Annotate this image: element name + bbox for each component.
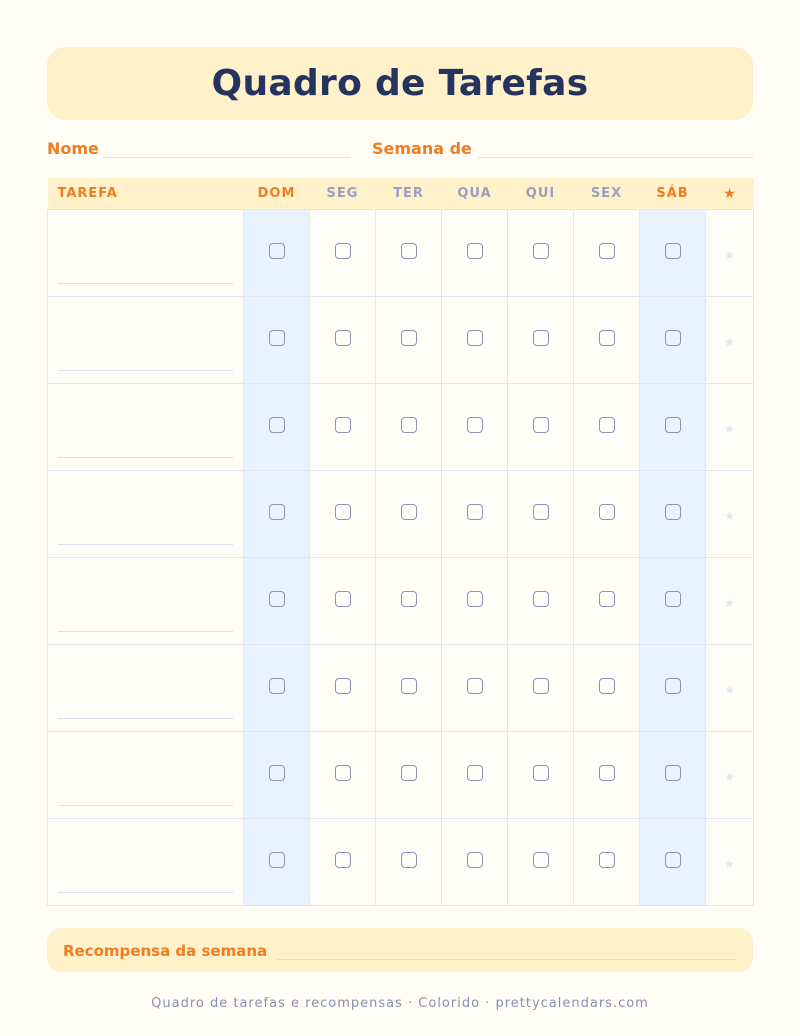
week-field[interactable] <box>478 157 753 158</box>
day-header-dom: DOM <box>244 178 310 210</box>
week-label: Semana de <box>372 139 472 158</box>
day-cell-sáb <box>640 471 706 558</box>
checkbox-icon[interactable] <box>533 417 549 433</box>
checkbox-icon[interactable] <box>335 591 351 607</box>
day-cell-seg <box>310 210 376 297</box>
day-cell-qua <box>442 384 508 471</box>
day-cell-sex <box>574 558 640 645</box>
task-write-line[interactable] <box>58 805 233 806</box>
checkbox-icon[interactable] <box>269 504 285 520</box>
day-cell-qui <box>508 645 574 732</box>
day-cell-qua <box>442 645 508 732</box>
day-cell-seg <box>310 732 376 819</box>
checkbox-icon[interactable] <box>335 330 351 346</box>
reward-field[interactable] <box>277 959 737 960</box>
day-cell-sex <box>574 297 640 384</box>
day-cell-dom <box>244 210 310 297</box>
checkbox-icon[interactable] <box>665 417 681 433</box>
day-cell-qui <box>508 471 574 558</box>
day-cell-sex <box>574 645 640 732</box>
day-cell-qua <box>442 471 508 558</box>
checkbox-icon[interactable] <box>401 417 417 433</box>
task-cell[interactable] <box>48 384 244 471</box>
day-cell-dom <box>244 297 310 384</box>
checkbox-icon[interactable] <box>467 591 483 607</box>
task-write-line[interactable] <box>58 544 233 545</box>
checkbox-icon[interactable] <box>269 417 285 433</box>
day-cell-qua <box>442 558 508 645</box>
day-cell-ter <box>376 558 442 645</box>
checkbox-icon[interactable] <box>665 504 681 520</box>
checkbox-icon[interactable] <box>401 591 417 607</box>
star-cell <box>706 384 754 471</box>
checkbox-icon[interactable] <box>335 852 351 868</box>
day-cell-qui <box>508 297 574 384</box>
checkbox-icon[interactable] <box>335 243 351 259</box>
checkbox-icon[interactable] <box>335 504 351 520</box>
chore-table <box>47 178 754 906</box>
table-header <box>48 178 754 210</box>
task-write-line[interactable] <box>58 631 233 632</box>
day-header-qui: QUI <box>508 178 574 210</box>
task-write-line[interactable] <box>58 370 233 371</box>
checkbox-icon[interactable] <box>269 852 285 868</box>
day-cell-dom <box>244 384 310 471</box>
checkbox-icon[interactable] <box>467 417 483 433</box>
table-row <box>48 297 754 384</box>
star-cell <box>706 558 754 645</box>
day-cell-sáb <box>640 558 706 645</box>
day-cell-sáb <box>640 732 706 819</box>
table-row <box>48 558 754 645</box>
day-cell-ter <box>376 384 442 471</box>
day-cell-qui <box>508 558 574 645</box>
checkbox-icon[interactable] <box>467 678 483 694</box>
task-cell[interactable] <box>48 471 244 558</box>
checkbox-icon[interactable] <box>665 330 681 346</box>
checkbox-icon[interactable] <box>665 591 681 607</box>
day-cell-ter <box>376 819 442 906</box>
reward-label: Recompensa da semana <box>63 942 268 960</box>
day-cell-ter <box>376 297 442 384</box>
checkbox-icon[interactable] <box>269 765 285 781</box>
task-cell[interactable] <box>48 558 244 645</box>
checkbox-icon[interactable] <box>665 243 681 259</box>
checkbox-icon[interactable] <box>467 852 483 868</box>
day-cell-qua <box>442 732 508 819</box>
checkbox-icon[interactable] <box>401 765 417 781</box>
checkbox-icon[interactable] <box>665 765 681 781</box>
task-write-line[interactable] <box>58 457 233 458</box>
day-cell-qui <box>508 732 574 819</box>
task-write-line[interactable] <box>58 718 233 719</box>
day-cell-dom <box>244 645 310 732</box>
day-cell-seg <box>310 471 376 558</box>
day-cell-qui <box>508 819 574 906</box>
reward-box <box>47 928 753 972</box>
table-row <box>48 384 754 471</box>
star-icon[interactable]: ★ <box>724 508 735 523</box>
name-label: Nome <box>47 139 99 158</box>
checkbox-icon[interactable] <box>335 417 351 433</box>
table-row <box>48 471 754 558</box>
checkbox-icon[interactable] <box>599 765 615 781</box>
day-header-seg: SEG <box>310 178 376 210</box>
checkbox-icon[interactable] <box>533 591 549 607</box>
task-column-header: TAREFA <box>48 178 244 210</box>
star-icon[interactable]: ★ <box>724 334 735 349</box>
checkbox-icon[interactable] <box>665 852 681 868</box>
checkbox-icon[interactable] <box>533 678 549 694</box>
footer-text: Quadro de tarefas e recompensas · Colorido · prettycalendars.com <box>151 996 649 1011</box>
day-cell-sex <box>574 210 640 297</box>
table-row <box>48 645 754 732</box>
day-cell-ter <box>376 732 442 819</box>
star-icon[interactable]: ★ <box>724 595 735 610</box>
day-cell-seg <box>310 384 376 471</box>
day-cell-qua <box>442 819 508 906</box>
day-cell-qui <box>508 384 574 471</box>
day-cell-ter <box>376 471 442 558</box>
checkbox-icon[interactable] <box>599 852 615 868</box>
day-cell-qua <box>442 210 508 297</box>
checkbox-icon[interactable] <box>599 243 615 259</box>
checkbox-icon[interactable] <box>401 852 417 868</box>
checkbox-icon[interactable] <box>533 852 549 868</box>
checkbox-icon[interactable] <box>599 417 615 433</box>
star-cell <box>706 297 754 384</box>
day-cell-ter <box>376 210 442 297</box>
checkbox-icon[interactable] <box>665 678 681 694</box>
day-cell-dom <box>244 471 310 558</box>
day-cell-dom <box>244 558 310 645</box>
task-cell[interactable] <box>48 732 244 819</box>
star-icon[interactable]: ★ <box>724 247 735 262</box>
name-field[interactable] <box>103 157 351 158</box>
day-cell-sex <box>574 732 640 819</box>
checkbox-icon[interactable] <box>401 243 417 259</box>
day-cell-ter <box>376 645 442 732</box>
checkbox-icon[interactable] <box>401 504 417 520</box>
day-cell-sáb <box>640 645 706 732</box>
checkbox-icon[interactable] <box>335 765 351 781</box>
star-cell <box>706 471 754 558</box>
checkbox-icon[interactable] <box>269 678 285 694</box>
task-cell[interactable] <box>48 297 244 384</box>
task-write-line[interactable] <box>58 283 233 284</box>
checkbox-icon[interactable] <box>599 330 615 346</box>
checkbox-icon[interactable] <box>401 678 417 694</box>
day-cell-qua <box>442 297 508 384</box>
task-cell[interactable] <box>48 819 244 906</box>
day-cell-sáb <box>640 210 706 297</box>
table-row <box>48 210 754 297</box>
star-cell <box>706 645 754 732</box>
checkbox-icon[interactable] <box>335 678 351 694</box>
day-cell-seg <box>310 819 376 906</box>
day-cell-seg <box>310 297 376 384</box>
checkbox-icon[interactable] <box>401 330 417 346</box>
star-icon[interactable]: ★ <box>724 421 735 436</box>
checkbox-icon[interactable] <box>533 243 549 259</box>
task-cell[interactable] <box>48 210 244 297</box>
checkbox-icon[interactable] <box>467 243 483 259</box>
day-cell-sáb <box>640 819 706 906</box>
checkbox-icon[interactable] <box>269 243 285 259</box>
task-write-line[interactable] <box>58 892 233 893</box>
day-cell-sex <box>574 384 640 471</box>
star-icon[interactable]: ★ <box>724 769 735 784</box>
day-cell-sex <box>574 819 640 906</box>
checkbox-icon[interactable] <box>533 765 549 781</box>
star-cell <box>706 819 754 906</box>
checkbox-icon[interactable] <box>599 504 615 520</box>
star-icon[interactable]: ★ <box>724 856 735 871</box>
star-cell <box>706 210 754 297</box>
day-cell-seg <box>310 645 376 732</box>
table-row <box>48 819 754 906</box>
day-header-sex: SEX <box>574 178 640 210</box>
checkbox-icon[interactable] <box>467 330 483 346</box>
day-header-sáb: SÁB <box>640 178 706 210</box>
task-cell[interactable] <box>48 645 244 732</box>
day-cell-sáb <box>640 384 706 471</box>
checkbox-icon[interactable] <box>467 504 483 520</box>
checkbox-icon[interactable] <box>467 765 483 781</box>
checkbox-icon[interactable] <box>599 591 615 607</box>
day-cell-sex <box>574 471 640 558</box>
day-cell-seg <box>310 558 376 645</box>
day-header-ter: TER <box>376 178 442 210</box>
day-header-qua: QUA <box>442 178 508 210</box>
star-icon[interactable]: ★ <box>724 682 735 697</box>
day-cell-qui <box>508 210 574 297</box>
day-cell-dom <box>244 819 310 906</box>
checkbox-icon[interactable] <box>533 330 549 346</box>
checkbox-icon[interactable] <box>269 591 285 607</box>
day-cell-sáb <box>640 297 706 384</box>
star-cell <box>706 732 754 819</box>
star-column-header: ★ <box>706 178 754 210</box>
checkbox-icon[interactable] <box>269 330 285 346</box>
table-row <box>48 732 754 819</box>
day-cell-dom <box>244 732 310 819</box>
title-banner <box>47 47 753 120</box>
page-title: Quadro de Tarefas <box>211 63 589 104</box>
checkbox-icon[interactable] <box>533 504 549 520</box>
checkbox-icon[interactable] <box>599 678 615 694</box>
